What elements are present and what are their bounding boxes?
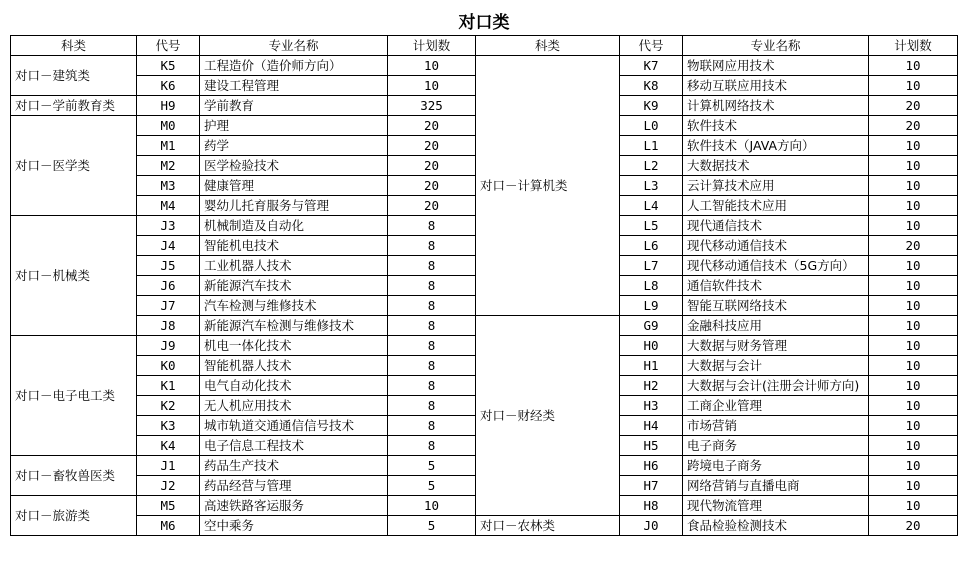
plan-count-cell: 20 <box>388 156 476 176</box>
major-name-cell: 新能源汽车技术 <box>200 276 388 296</box>
major-name-cell-right: 智能互联网络技术 <box>683 296 869 316</box>
code-cell: J5 <box>137 256 200 276</box>
major-name-cell-right: 电子商务 <box>683 436 869 456</box>
plan-count-cell: 20 <box>388 116 476 136</box>
major-name-cell-right: 人工智能技术应用 <box>683 196 869 216</box>
code-cell-right: H3 <box>620 396 683 416</box>
header-category: 科类 <box>11 36 137 56</box>
code-cell-right: L1 <box>620 136 683 156</box>
code-cell-right: K8 <box>620 76 683 96</box>
plan-count-cell-right: 10 <box>869 196 958 216</box>
code-cell: M0 <box>137 116 200 136</box>
major-name-cell: 药品经营与管理 <box>200 476 388 496</box>
major-name-cell: 医学检验技术 <box>200 156 388 176</box>
major-name-cell-right: 跨境电子商务 <box>683 456 869 476</box>
major-name-cell-right: 大数据与会计 <box>683 356 869 376</box>
major-name-cell-right: 食品检验检测技术 <box>683 516 869 536</box>
major-name-cell: 工程造价（造价师方向） <box>200 56 388 76</box>
admissions-plan-table <box>10 11 958 536</box>
major-name-cell: 城市轨道交通通信信号技术 <box>200 416 388 436</box>
plan-count-cell-right: 10 <box>869 336 958 356</box>
table-body <box>11 11 958 536</box>
plan-count-cell: 325 <box>388 96 476 116</box>
code-cell: M3 <box>137 176 200 196</box>
category-cell-right: 对口－计算机类 <box>476 56 620 316</box>
plan-count-cell-right: 10 <box>869 76 958 96</box>
code-cell: J9 <box>137 336 200 356</box>
major-name-cell: 机械制造及自动化 <box>200 216 388 236</box>
table-row <box>11 516 958 536</box>
code-cell: M4 <box>137 196 200 216</box>
plan-count-cell: 8 <box>388 336 476 356</box>
plan-count-cell: 8 <box>388 276 476 296</box>
major-name-cell-right: 现代物流管理 <box>683 496 869 516</box>
code-cell-right: L8 <box>620 276 683 296</box>
plan-count-cell-right: 10 <box>869 316 958 336</box>
code-cell-right: K9 <box>620 96 683 116</box>
code-cell-right: H5 <box>620 436 683 456</box>
code-cell: J8 <box>137 316 200 336</box>
category-cell: 对口－机械类 <box>11 216 137 336</box>
plan-count-cell-right: 10 <box>869 136 958 156</box>
major-name-cell: 汽车检测与维修技术 <box>200 296 388 316</box>
code-cell: K4 <box>137 436 200 456</box>
document <box>10 11 957 536</box>
plan-count-cell-right: 20 <box>869 96 958 116</box>
code-cell: J4 <box>137 236 200 256</box>
category-cell: 对口－学前教育类 <box>11 96 137 116</box>
header-category-right: 科类 <box>476 36 620 56</box>
major-name-cell-right: 云计算技术应用 <box>683 176 869 196</box>
code-cell: K5 <box>137 56 200 76</box>
plan-count-cell-right: 10 <box>869 176 958 196</box>
plan-count-cell: 20 <box>388 176 476 196</box>
code-cell-right: H0 <box>620 336 683 356</box>
major-name-cell-right: 大数据与会计(注册会计师方向) <box>683 376 869 396</box>
plan-count-cell-right: 20 <box>869 516 958 536</box>
plan-count-cell: 5 <box>388 516 476 536</box>
plan-count-cell-right: 10 <box>869 156 958 176</box>
plan-count-cell-right: 10 <box>869 476 958 496</box>
code-cell-right: L6 <box>620 236 683 256</box>
plan-count-cell-right: 10 <box>869 396 958 416</box>
major-name-cell: 机电一体化技术 <box>200 336 388 356</box>
major-name-cell-right: 市场营销 <box>683 416 869 436</box>
major-name-cell-right: 通信软件技术 <box>683 276 869 296</box>
plan-count-cell: 8 <box>388 296 476 316</box>
major-name-cell: 婴幼儿托育服务与管理 <box>200 196 388 216</box>
plan-count-cell: 8 <box>388 256 476 276</box>
table-row <box>11 316 958 336</box>
code-cell: M5 <box>137 496 200 516</box>
plan-count-cell: 8 <box>388 356 476 376</box>
major-name-cell: 建设工程管理 <box>200 76 388 96</box>
category-cell-right: 对口－财经类 <box>476 316 620 516</box>
code-cell-right: K7 <box>620 56 683 76</box>
code-cell: K3 <box>137 416 200 436</box>
plan-count-cell: 8 <box>388 216 476 236</box>
code-cell: J7 <box>137 296 200 316</box>
header-plan-count-right: 计划数 <box>869 36 958 56</box>
plan-count-cell-right: 10 <box>869 56 958 76</box>
plan-count-cell: 10 <box>388 76 476 96</box>
major-name-cell: 智能机电技术 <box>200 236 388 256</box>
code-cell-right: H7 <box>620 476 683 496</box>
plan-count-cell: 8 <box>388 376 476 396</box>
header-plan-count: 计划数 <box>388 36 476 56</box>
code-cell: K1 <box>137 376 200 396</box>
plan-count-cell: 10 <box>388 496 476 516</box>
plan-count-cell: 8 <box>388 416 476 436</box>
plan-count-cell: 8 <box>388 436 476 456</box>
code-cell-right: L0 <box>620 116 683 136</box>
plan-count-cell-right: 10 <box>869 456 958 476</box>
header-major-name: 专业名称 <box>200 36 388 56</box>
code-cell: J6 <box>137 276 200 296</box>
major-name-cell: 学前教育 <box>200 96 388 116</box>
code-cell-right: L2 <box>620 156 683 176</box>
code-cell: M1 <box>137 136 200 156</box>
plan-count-cell: 5 <box>388 456 476 476</box>
plan-count-cell-right: 10 <box>869 276 958 296</box>
major-name-cell-right: 物联网应用技术 <box>683 56 869 76</box>
code-cell: K0 <box>137 356 200 376</box>
major-name-cell: 智能机器人技术 <box>200 356 388 376</box>
major-name-cell: 电子信息工程技术 <box>200 436 388 456</box>
plan-count-cell-right: 10 <box>869 376 958 396</box>
code-cell-right: G9 <box>620 316 683 336</box>
major-name-cell-right: 移动互联应用技术 <box>683 76 869 96</box>
table-row <box>11 56 958 76</box>
major-name-cell-right: 软件技术 <box>683 116 869 136</box>
table-title: 对口类 <box>458 13 510 33</box>
plan-count-cell-right: 10 <box>869 436 958 456</box>
major-name-cell-right: 现代通信技术 <box>683 216 869 236</box>
major-name-cell-right: 计算机网络技术 <box>683 96 869 116</box>
plan-count-cell: 8 <box>388 236 476 256</box>
code-cell: J3 <box>137 216 200 236</box>
code-cell-right: H4 <box>620 416 683 436</box>
plan-count-cell-right: 10 <box>869 256 958 276</box>
category-cell: 对口－旅游类 <box>11 496 137 536</box>
major-name-cell: 空中乘务 <box>200 516 388 536</box>
major-name-cell: 护理 <box>200 116 388 136</box>
code-cell-right: H2 <box>620 376 683 396</box>
code-cell: H9 <box>137 96 200 116</box>
plan-count-cell-right: 20 <box>869 236 958 256</box>
header-major-name-right: 专业名称 <box>683 36 869 56</box>
plan-count-cell-right: 10 <box>869 216 958 236</box>
major-name-cell-right: 网络营销与直播电商 <box>683 476 869 496</box>
code-cell: M2 <box>137 156 200 176</box>
plan-count-cell-right: 10 <box>869 416 958 436</box>
code-cell-right: L7 <box>620 256 683 276</box>
header-code: 代号 <box>137 36 200 56</box>
code-cell: J1 <box>137 456 200 476</box>
plan-count-cell: 5 <box>388 476 476 496</box>
plan-count-cell-right: 10 <box>869 356 958 376</box>
plan-count-cell-right: 10 <box>869 496 958 516</box>
code-cell-right: H8 <box>620 496 683 516</box>
category-cell-right: 对口－农林类 <box>476 516 620 536</box>
major-name-cell-right: 工商企业管理 <box>683 396 869 416</box>
major-name-cell: 工业机器人技术 <box>200 256 388 276</box>
category-cell: 对口－医学类 <box>11 116 137 216</box>
header-code-right: 代号 <box>620 36 683 56</box>
category-cell: 对口－电子电工类 <box>11 336 137 456</box>
plan-count-cell: 8 <box>388 396 476 416</box>
code-cell-right: H6 <box>620 456 683 476</box>
major-name-cell-right: 现代移动通信技术（5G方向） <box>683 256 869 276</box>
major-name-cell: 药品生产技术 <box>200 456 388 476</box>
major-name-cell: 药学 <box>200 136 388 156</box>
code-cell: J2 <box>137 476 200 496</box>
plan-count-cell: 8 <box>388 316 476 336</box>
code-cell-right: J0 <box>620 516 683 536</box>
major-name-cell-right: 大数据技术 <box>683 156 869 176</box>
header-row <box>11 36 958 56</box>
code-cell-right: L9 <box>620 296 683 316</box>
code-cell: K6 <box>137 76 200 96</box>
major-name-cell-right: 软件技术（JAVA方向） <box>683 136 869 156</box>
category-cell: 对口－畜牧兽医类 <box>11 456 137 496</box>
plan-count-cell-right: 20 <box>869 116 958 136</box>
major-name-cell: 无人机应用技术 <box>200 396 388 416</box>
code-cell: M6 <box>137 516 200 536</box>
code-cell-right: L3 <box>620 176 683 196</box>
category-cell: 对口－建筑类 <box>11 56 137 96</box>
plan-count-cell: 20 <box>388 196 476 216</box>
code-cell-right: L4 <box>620 196 683 216</box>
plan-count-cell-right: 10 <box>869 296 958 316</box>
major-name-cell-right: 大数据与财务管理 <box>683 336 869 356</box>
code-cell-right: H1 <box>620 356 683 376</box>
code-cell-right: L5 <box>620 216 683 236</box>
plan-count-cell: 10 <box>388 56 476 76</box>
major-name-cell: 电气自动化技术 <box>200 376 388 396</box>
major-name-cell-right: 金融科技应用 <box>683 316 869 336</box>
major-name-cell: 健康管理 <box>200 176 388 196</box>
plan-count-cell: 20 <box>388 136 476 156</box>
major-name-cell: 新能源汽车检测与维修技术 <box>200 316 388 336</box>
major-name-cell-right: 现代移动通信技术 <box>683 236 869 256</box>
code-cell: K2 <box>137 396 200 416</box>
major-name-cell: 高速铁路客运服务 <box>200 496 388 516</box>
